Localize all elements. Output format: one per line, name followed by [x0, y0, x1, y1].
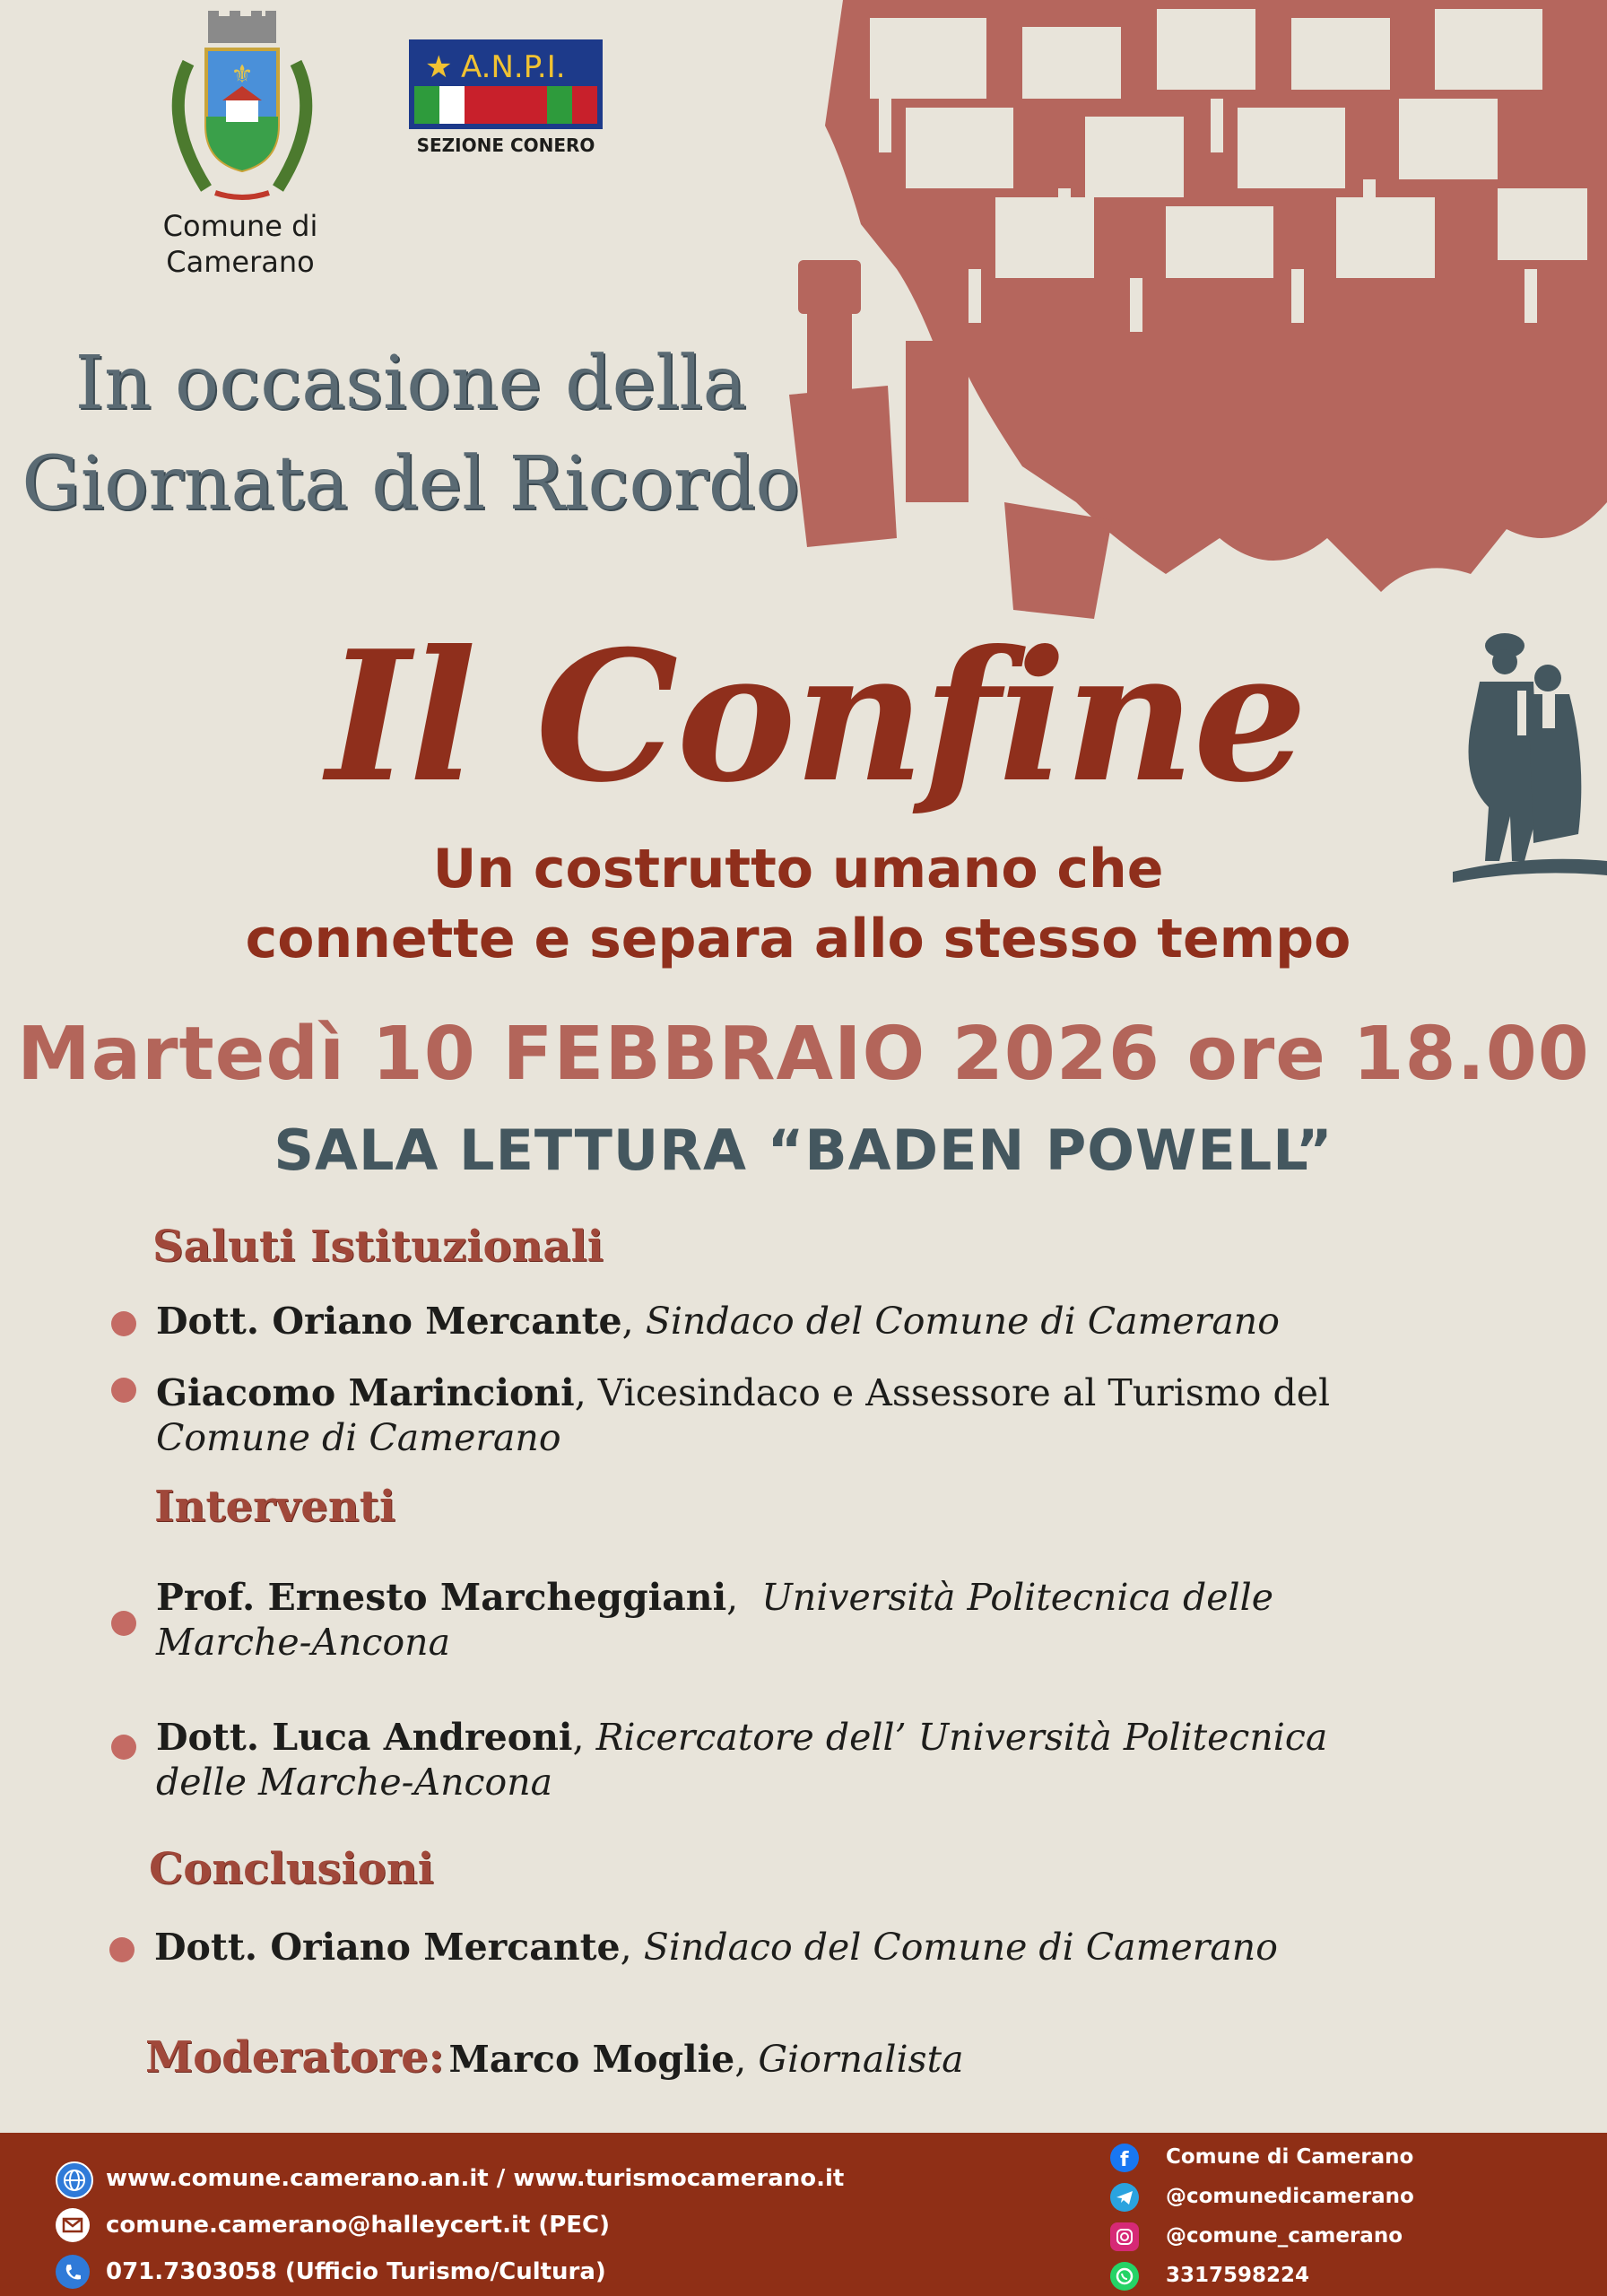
speaker-name: Dott. Luca Andreoni: [156, 1716, 573, 1759]
intro-line-2: Giornata del Ricordo: [22, 441, 800, 526]
speaker-name: Dott. Oriano Mercante: [154, 1926, 621, 1969]
speaker-item: Giacomo Marincioni, Vicesindaco e Assessore al Turismo del Comune di Camerano: [156, 1370, 1412, 1460]
speaker-item: Dott. Oriano Mercante, Sindaco del Comune di Camerano: [154, 1926, 1278, 1969]
speaker-role: Sindaco del Comune di Camerano: [643, 1926, 1278, 1969]
footer: [0, 2133, 1607, 2296]
anpi-logo-text: A.N.P.I.: [461, 49, 566, 85]
subtitle-line-2: connette e separa allo stesso tempo: [245, 908, 1351, 970]
svg-text:⚜: ⚜: [230, 59, 254, 89]
email-icon: [56, 2208, 90, 2242]
svg-text:f: f: [1120, 2149, 1129, 2171]
speaker-name: Dott. Oriano Mercante: [156, 1300, 622, 1343]
comune-coat-of-arms: [143, 9, 341, 215]
speaker-role: Vicesindaco e Assessore al Turismo del: [597, 1371, 1331, 1414]
footer-whatsapp[interactable]: 3317598224: [1166, 2264, 1310, 2287]
intro-heading: [7, 334, 814, 535]
footer-telegram[interactable]: @comunedicamerano: [1166, 2185, 1414, 2208]
bullet-icon: [109, 1937, 135, 1962]
moderator-name: Marco Moglie: [448, 2038, 735, 2081]
speaker-role: Università Politecnica delle: [761, 1576, 1273, 1619]
crowd-illustration: [789, 0, 1607, 619]
bullet-icon: [111, 1311, 136, 1336]
globe-icon: [56, 2161, 93, 2199]
main-title: Il Confine: [326, 612, 1306, 822]
anpi-logo: [409, 39, 603, 129]
speaker-name: Prof. Ernesto Marcheggiani: [156, 1576, 727, 1619]
speaker-item: Prof. Ernesto Marcheggiani, Università Politecnica delle Marche-Ancona: [156, 1575, 1412, 1665]
subtitle: [143, 834, 1453, 974]
subtitle-line-1: Un costrutto umano che: [432, 838, 1164, 900]
interventi-heading: Interventi: [154, 1482, 396, 1532]
bullet-icon: [111, 1735, 136, 1760]
intro-line-1: In occasione della: [74, 341, 747, 426]
moderator-role: Giornalista: [758, 2038, 964, 2081]
footer-websites[interactable]: www.comune.camerano.an.it / www.turismocamerano.it: [106, 2165, 845, 2192]
saluti-heading: Saluti Istituzionali: [152, 1222, 604, 1272]
speaker-role-line-2: delle Marche-Ancona: [156, 1761, 553, 1804]
conclusioni-heading: Conclusioni: [149, 1844, 434, 1894]
speaker-role: Sindaco del Comune di Camerano: [645, 1300, 1280, 1343]
whatsapp-icon: [1110, 2262, 1139, 2291]
moderator-line: Moderatore: Marco Moglie, Giornalista: [145, 2032, 964, 2083]
svg-text:★: ★: [425, 49, 453, 85]
phone-icon: [56, 2255, 90, 2289]
event-venue: SALA LETTURA “BADEN POWELL”: [274, 1118, 1333, 1183]
speaker-role-line-2: Marche-Ancona: [156, 1621, 451, 1664]
footer-instagram[interactable]: @comune_camerano: [1166, 2224, 1403, 2248]
comune-name: Comune di Camerano: [162, 209, 318, 279]
footer-facebook[interactable]: Comune di Camerano: [1166, 2145, 1414, 2169]
facebook-icon: [1110, 2144, 1139, 2172]
speaker-item: Dott. Oriano Mercante, Sindaco del Comune di Camerano: [156, 1300, 1280, 1343]
telegram-icon: [1110, 2183, 1139, 2212]
instagram-icon: [1110, 2222, 1139, 2251]
bullet-icon: [111, 1378, 136, 1403]
event-date: Martedì 10 FEBBRAIO 2026 ore 18.00: [17, 1012, 1590, 1097]
footer-email[interactable]: comune.camerano@halleycert.it (PEC): [106, 2212, 611, 2239]
footer-phone[interactable]: 071.7303058 (Ufficio Turismo/Cultura): [106, 2258, 606, 2285]
speaker-role: Ricercatore dell’ Università Politecnica: [595, 1716, 1328, 1759]
bullet-icon: [111, 1611, 136, 1636]
couple-illustration: [1453, 619, 1607, 888]
moderator-label: Moderatore:: [145, 2032, 445, 2083]
speaker-name: Giacomo Marincioni: [156, 1371, 575, 1414]
speaker-item: Dott. Luca Andreoni, Ricercatore dell’ Università Politecnica delle Marche-Ancona: [156, 1715, 1412, 1805]
speaker-role-line-2: Comune di Camerano: [156, 1416, 561, 1459]
anpi-section: SEZIONE CONERO: [416, 135, 595, 156]
